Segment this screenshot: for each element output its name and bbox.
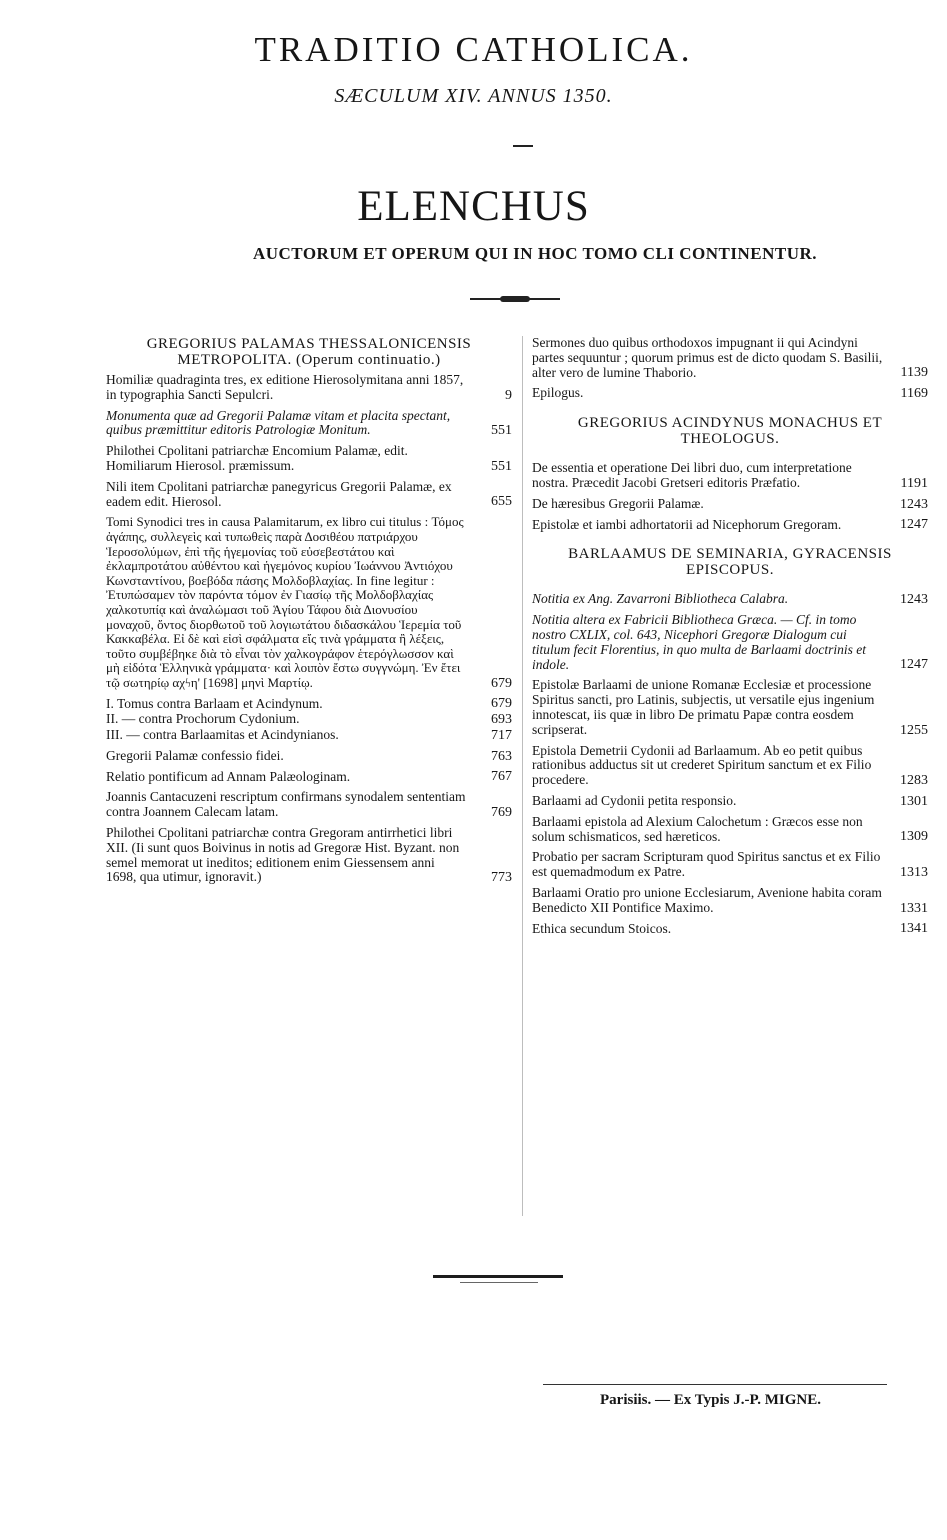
- list-item: Philothei Cpolitani patriarchæ contra Gregoram antirrhetici libri XII. (Ii sunt quos Boivinus in notis ad Gregoræ Hist. Byzant. non semel memorat ut ineditos; editionem enim Giessensem anni 1698, qua utimur, ignoravit.) 773: [106, 825, 512, 886]
- list-item: Homiliæ quadraginta tres, ex editione Hierosolymitana anni 1857, in typographia Sancti Sepulcri. 9: [106, 372, 512, 403]
- list-item: Nili item Cpolitani patriarchæ panegyricus Gregorii Palamæ, ex eadem edit. Hierosol. 655: [106, 478, 512, 510]
- column-divider: [522, 336, 523, 1216]
- page-number: 1247: [900, 657, 928, 673]
- page-number: 551: [491, 458, 512, 474]
- list-item: Relatio pontificum ad Annam Palæologinam. 767: [106, 768, 512, 785]
- list-item: Joannis Cantacuzeni rescriptum confirmans synodalem sententiam contra Joannem Calecam latam. 769: [106, 789, 512, 821]
- page-subtitle: AUCTORUM ET OPERUM QUI IN HOC TOMO CLI CONTINENTUR.: [252, 244, 818, 263]
- page-number: 1191: [900, 475, 928, 491]
- list-item: De essentia et operatione Dei libri duo, cum interpretatione nostra. Præcedit Jacobi Gretseri editoris Præfatio. 1191: [532, 460, 928, 491]
- section-heading-palamas: GREGORIUS PALAMAS THESSALONICENSIS METROPOLITA. (Operum continuatio.): [146, 336, 472, 368]
- page-number: 1247: [900, 517, 928, 533]
- list-item: Monumenta quæ ad Gregorii Palamæ vitam et placita spectant, quibus præmittitur editoris Patrologiæ Monitum. 551: [106, 407, 512, 439]
- page-number: 717: [491, 727, 512, 743]
- list-item: Ethica secundum Stoicos. 1341: [532, 920, 928, 937]
- right-column: [532, 336, 928, 942]
- running-title: TRADITIO CATHOLICA.: [254, 30, 693, 69]
- section-heading-acindynus: GREGORIUS ACINDYNUS MONACHUS ET THEOLOGUS.: [577, 415, 883, 448]
- page-number: 1331: [900, 900, 928, 916]
- page-number: 1341: [900, 921, 928, 937]
- list-item: Notitia ex Ang. Zavarroni Bibliotheca Calabra. 1243: [532, 591, 928, 608]
- page-number: 773: [491, 870, 512, 886]
- list-item: Epistola Demetrii Cydonii ad Barlaamum. Ab eo petit quibus rationibus adductus sit ut crederet Spiritum sanctum et ex Filio procedere. 1283: [532, 742, 928, 788]
- title-ornament: [470, 296, 560, 302]
- page-number: 1255: [900, 722, 928, 738]
- footer-rule: [543, 1384, 887, 1385]
- list-item: De hæresibus Gregorii Palamæ. 1243: [532, 495, 928, 512]
- page-number: 1139: [900, 365, 928, 381]
- list-item: Epilogus. 1169: [532, 385, 928, 402]
- list-item: Probatio per sacram Scripturam quod Spiritus sanctus et ex Filio est quemadmodum ex Patre. 1313: [532, 849, 928, 880]
- list-item: Barlaami ad Cydonii petita responsio. 1301: [532, 792, 928, 809]
- imprint: Parisiis. — Ex Typis J.-P. MIGNE.: [600, 1392, 822, 1408]
- header-dash: [513, 145, 533, 147]
- list-item: Barlaami Oratio pro unione Ecclesiarum, Avenione habita coram Benedicto XII Pontifice Maximo. 1331: [532, 884, 928, 916]
- list-item: Epistolæ Barlaami de unione Romanæ Ecclesiæ et processione Spiritus sancti, pro Latinis, subjectis, ut versatile ejus ingenium innotescat, iis quæ in libro De primatu Papæ contra eosdem scripserat. 1255: [532, 677, 928, 738]
- page-number: 1243: [900, 592, 928, 608]
- page-number: 769: [491, 805, 512, 821]
- list-item: III. — contra Barlaamitas et Acindynianos. 717: [106, 727, 512, 743]
- page-number: 551: [491, 423, 512, 439]
- list-item: Sermones duo quibus orthodoxos impugnant ii qui Acindyni partes sequuntur ; quorum primus est de dicto quodam S. Basilii, alter vero de lumine Thaborio. 1139: [532, 335, 928, 381]
- list-item: Notitia altera ex Fabricii Bibliotheca Græca. — Cf. in tomo nostro CXLIX, col. 643, Nicephori Gregoræ Dialogum cui titulum fecit Florentius, in quo multa de Barlaami doctrinis et indole. 1247: [532, 612, 928, 673]
- page-number: 9: [505, 387, 512, 403]
- page-number: 693: [491, 712, 512, 728]
- page-number: 1313: [900, 864, 928, 880]
- running-subtitle: SÆCULUM XIV. ANNUS 1350.: [334, 85, 613, 107]
- list-item: Gregorii Palamæ confessio fidei. 763: [106, 747, 512, 764]
- list-item: Philothei Cpolitani patriarchæ Encomium Palamæ, edit. Homiliarum Hierosol. præmissum. 551: [106, 443, 512, 474]
- page-number: 679: [491, 675, 512, 691]
- list-item: Epistolæ et iambi adhortatorii ad Nicephorum Gregoram. 1247: [532, 516, 928, 533]
- page-number: 655: [491, 494, 512, 510]
- end-rule-thin: [460, 1282, 538, 1283]
- page-number: 679: [491, 696, 512, 712]
- page-number: 1243: [900, 496, 928, 512]
- list-item: I. Tomus contra Barlaam et Acindynum. 679: [106, 695, 512, 712]
- end-rule: [433, 1275, 563, 1278]
- list-item: Tomi Synodici tres in causa Palamitarum, ex libro cui titulus : Τόμος ἀγάπης, συλλεγεὶς καὶ τυπωθεὶς παρὰ Δοσιθέου πατριάρχου Ἱεροσολύμων, ἐπὶ τῆς ἡγεμονίας τοῦ εὐσεβεστάτου καὶ ἐκλαμπροτάτου αὐθέντου καὶ ἡγεμόνος κυρίου Ἰωάννου Ἀντιόχου Κωνσταντίνου, βοεβόδα πάσης Μολδοβλαχίας. In fine legitur : Ἐτυπώσαμεν τὸν παρόντα τόμον ἐν Γιασίῳ τῆς Μολδοβλαχίας χαλκοτυπίᾳ καὶ ἀναλώμασι τοῦ Ἁγίου Τάφου διὰ Διονυσίου μοναχοῦ, ὄντος διορθωτοῦ τοῦ λογιωτάτου διδασκάλου Ἱερεμία τοῦ Κακκαβέλα. Εἰ δὲ καὶ εἰσὶ σφάλματα εἴς τινὰ γράμματα ἢ λέξεις, τοῦτο συμβέβηκε διὰ τὸ εἶναι τὸν χαλκογράφον ἑτερόγλωσσον καὶ μὴ εἰδότα Ἑλληνικὰ γράμματα· καὶ λοιπὸν ἔστω συγγνώμη. Ἐν ἔτει τῷ σωτηρίῳ αχϟη' [1698] μηνὶ Μαρτίῳ. 679: [106, 514, 512, 691]
- page-title: ELENCHUS: [357, 183, 590, 230]
- left-column: [106, 336, 512, 891]
- page-number: 763: [491, 748, 512, 764]
- section-heading-barlaamus: BARLAAMUS DE SEMINARIA, GYRACENSIS EPISCOPUS.: [568, 546, 892, 579]
- page-number: 1301: [900, 793, 928, 809]
- page-number: 1169: [900, 386, 928, 402]
- list-item: Barlaami epistola ad Alexium Calochetum : Græcos esse non solum schismaticos, sed hæreticos. 1309: [532, 813, 928, 845]
- page-number: 1283: [900, 772, 928, 788]
- page-number: 767: [491, 769, 512, 785]
- page-number: 1309: [900, 829, 928, 845]
- list-item: II. — contra Prochorum Cydonium. 693: [106, 711, 512, 728]
